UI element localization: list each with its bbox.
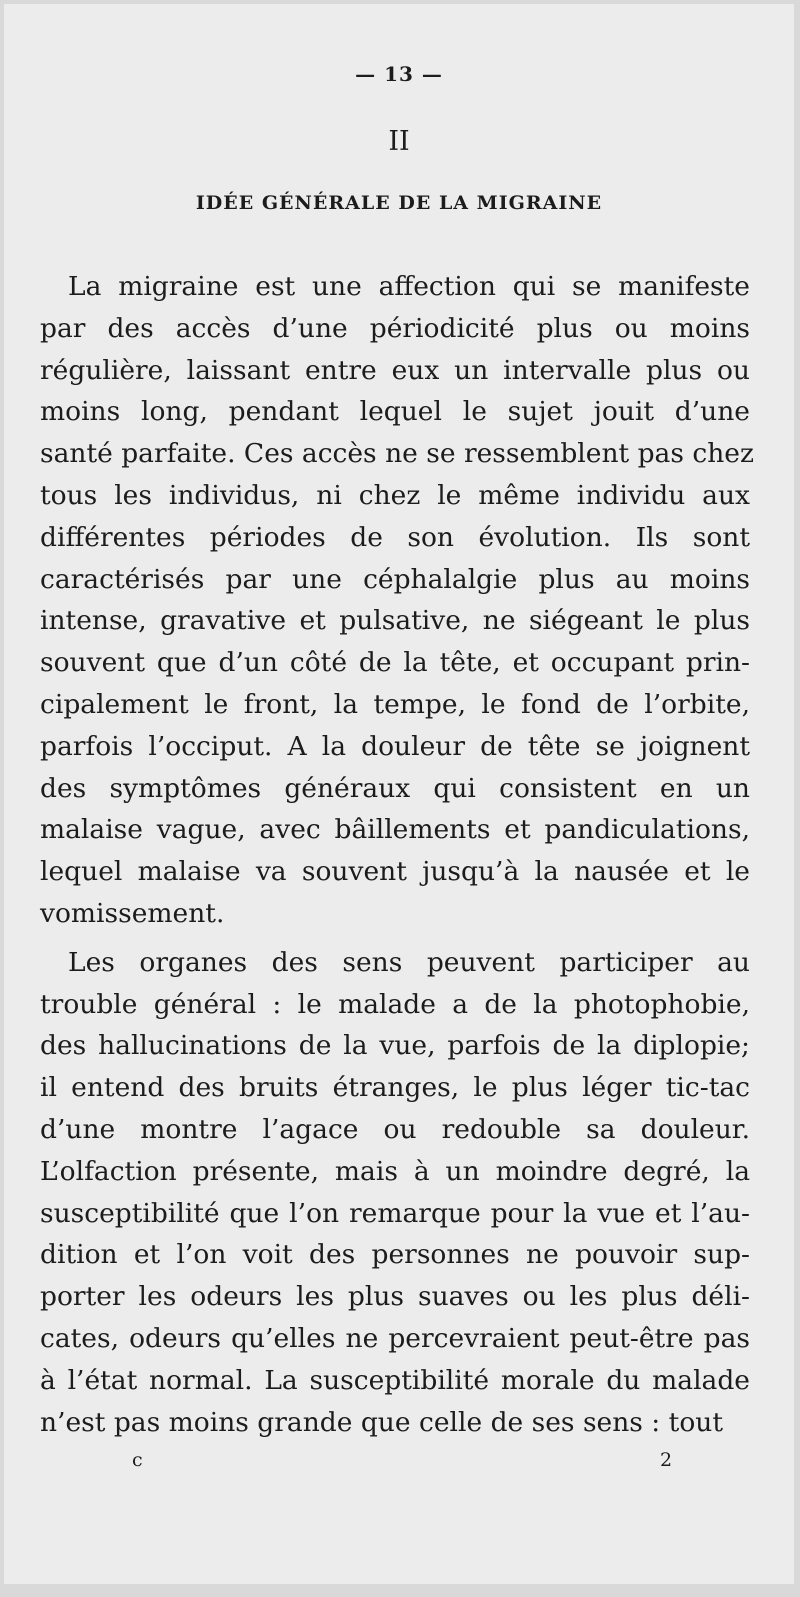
text-line: porter les odeurs les plus suaves ou les plus déli- <box>40 1281 750 1313</box>
text-line: à l’état normal. La susceptibilité morale du malade <box>40 1364 750 1396</box>
text-line: cipalement le front, la tempe, le fond de l’orbite, <box>40 688 750 720</box>
text-line: dition et l’on voit des personnes ne pouvoir sup- <box>40 1239 750 1271</box>
text-line: des hallucinations de la vue, parfois de la diplopie; <box>40 1030 750 1062</box>
text-line: régulière, laissant entre eux un intervalle plus ou <box>40 354 750 386</box>
text-line: trouble général : le malade a de la photophobie, <box>40 988 750 1020</box>
text-line: L’olfaction présente, mais à un moindre degré, la <box>40 1155 750 1187</box>
text-line: d’une montre l’agace ou redouble sa douleur. <box>40 1113 750 1145</box>
text-line: tous les individus, ni chez le même individu aux <box>40 479 750 511</box>
signature-mark: c <box>132 1449 143 1471</box>
text-line: différentes périodes de son évolution. Ils sont <box>40 521 750 553</box>
text-line: des symptômes généraux qui consistent en un <box>40 772 750 804</box>
text-line: n’est pas moins grande que celle de ses sens : tout <box>40 1406 723 1438</box>
text-line: par des accès d’une périodicité plus ou moins <box>40 312 750 344</box>
text-line: caractérisés par une céphalalgie plus au moins <box>40 563 750 595</box>
paragraph-1 <box>40 266 754 935</box>
page-number: — 13 — <box>355 62 443 86</box>
text-line: il entend des bruits étranges, le plus léger tic-tac <box>40 1072 750 1104</box>
text-line: lequel malaise va souvent jusqu’à la nausée et le <box>40 856 750 888</box>
text-line: parfois l’occiput. A la douleur de tête se joignent <box>40 730 750 762</box>
paragraph-2 <box>40 942 750 1444</box>
chapter-number: II <box>388 126 410 157</box>
signature-number: 2 <box>660 1449 673 1471</box>
text-line: susceptibilité que l’on remarque pour la vue et l’au- <box>40 1197 750 1229</box>
text-line: intense, gravative et pulsative, ne siégeant le plus <box>40 605 750 637</box>
text-line: souvent que d’un côté de la tête, et occupant prin- <box>40 647 750 679</box>
chapter-title: IDÉE GÉNÉRALE DE LA MIGRAINE <box>195 192 603 214</box>
text-line: La migraine est une affection qui se manifeste <box>68 271 750 302</box>
text-line: moins long, pendant lequel le sujet jouit d’une <box>40 396 750 428</box>
text-line: cates, odeurs qu’elles ne percevraient peut-être pas <box>40 1322 750 1354</box>
text-line: Les organes des sens peuvent participer au <box>68 946 750 978</box>
text-line: santé parfaite. Ces accès ne se ressemblent pas chez <box>40 438 754 470</box>
book-page <box>4 4 794 1584</box>
text-line: vomissement. <box>40 897 225 929</box>
text-line: malaise vague, avec bâillements et pandiculations, <box>40 814 750 846</box>
body-text <box>40 266 754 1443</box>
